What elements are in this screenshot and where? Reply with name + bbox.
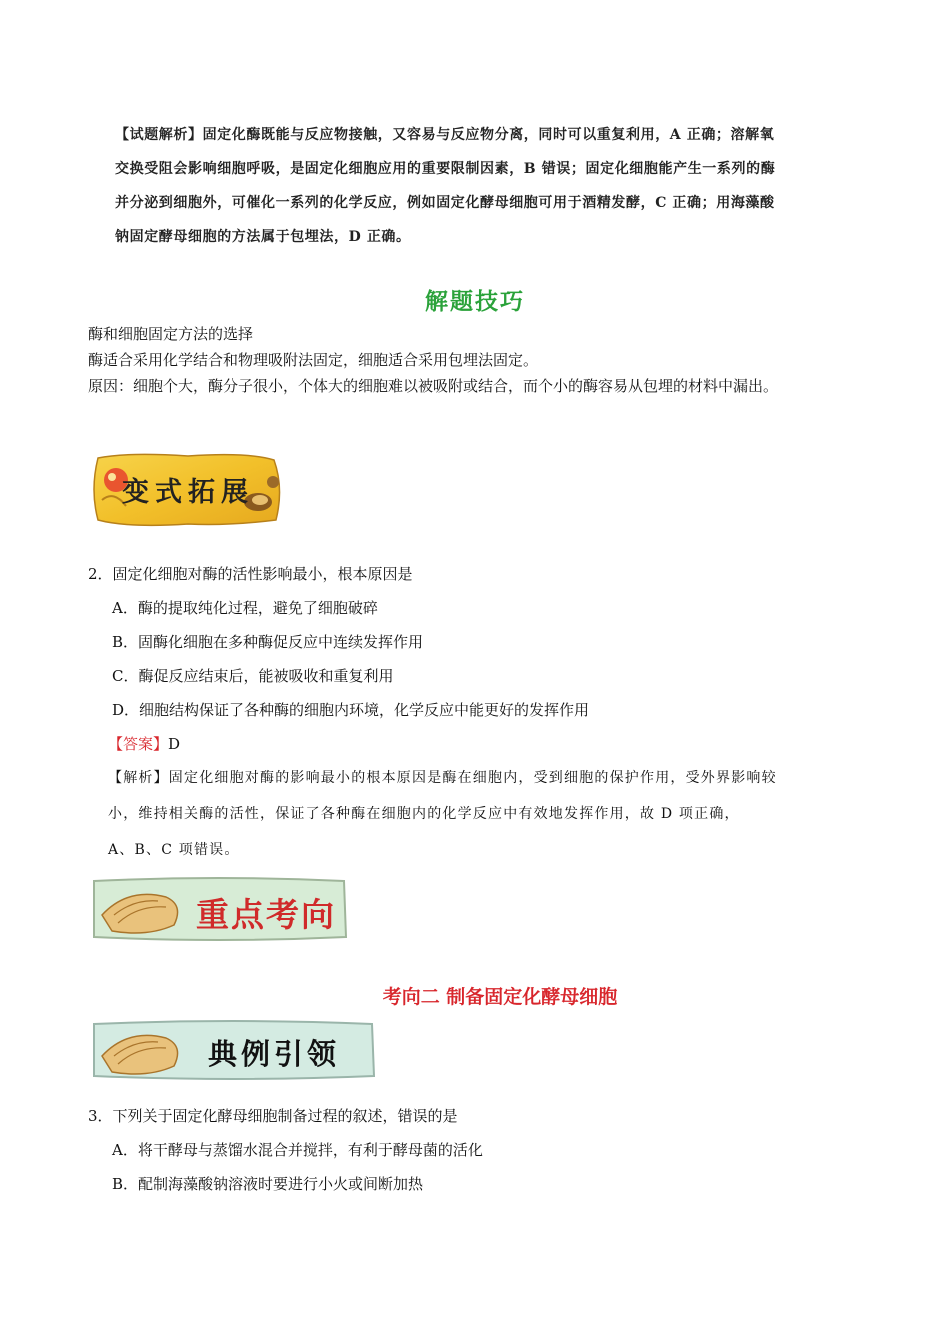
answer-value: D [168,735,181,753]
analysis-line: 并分泌到细胞外，可催化一系列的化学反应，例如固定化酵母细胞可用于酒精发酵，C 正确；用海藻酸 [115,195,775,211]
option-a: A．酶的提取纯化过程，避免了细胞破碎 [112,599,378,617]
tips-line: 酶和细胞固定方法的选择 [88,325,254,343]
analysis-paragraph [115,118,875,254]
banner-title: 典例引领 [208,1037,341,1071]
answer-line [108,733,180,755]
explanation [108,760,888,868]
variant-banner [88,450,288,530]
option-c: C．酶促反应结束后，能被吸收和重复利用 [112,667,394,685]
question-stem: 3．下列关于固定化酵母细胞制备过程的叙述，错误的是 [88,1107,458,1125]
option-b: B．固酶化细胞在多种酶促反应中连续发挥作用 [112,633,424,651]
section-title: 考向二 制备固定化酵母细胞 [382,986,618,1008]
option-b: B．配制海藻酸钠溶液时要进行小火或间断加热 [112,1175,424,1193]
question-stem: 2．固定化细胞对酶的活性影响最小，根本原因是 [88,565,413,583]
example-banner [88,1018,378,1082]
tips-line: 原因：细胞个大，酶分子很小，个体大的细胞难以被吸附或结合，而个小的酶容易从包埋的材料中漏出。 [88,377,779,395]
option-a: A．将干酵母与蒸馏水混合并搅拌，有利于酵母菌的活化 [112,1141,483,1159]
banner-title: 变式拓展 [122,477,254,508]
focus-banner [88,875,350,943]
explanation-line: A、B、C 项错误。 [108,842,240,858]
analysis-line: 【试题解析】固定化酶既能与反应物接触，又容易与反应物分离，同时可以重复利用，A 正确；溶解氧 [115,127,775,143]
analysis-line: 交换受阻会影响细胞呼吸，是固定化细胞应用的重要限制因素，B 错误；固定化细胞能产生一系列的酶 [115,161,776,177]
tips-line: 酶适合采用化学结合和物理吸附法固定，细胞适合采用包埋法固定。 [88,351,539,369]
analysis-line: 钠固定酵母细胞的方法属于包埋法，D 正确。 [115,229,411,245]
explanation-line: 小，维持相关酶的活性，保证了各种酶在细胞内的化学反应中有效地发挥作用，故 D 项正确， [108,806,740,822]
option-d: D．细胞结构保证了各种酶的细胞内环境，化学反应中能更好的发挥作用 [112,701,590,719]
banner-title: 重点考向 [196,895,336,934]
tips-title: 解题技巧 [425,289,525,315]
answer-label: 【答案】 [108,735,169,753]
explanation-line: 【解析】固定化细胞对酶的影响最小的根本原因是酶在细胞内，受到细胞的保护作用，受外界影响较 [108,770,777,786]
